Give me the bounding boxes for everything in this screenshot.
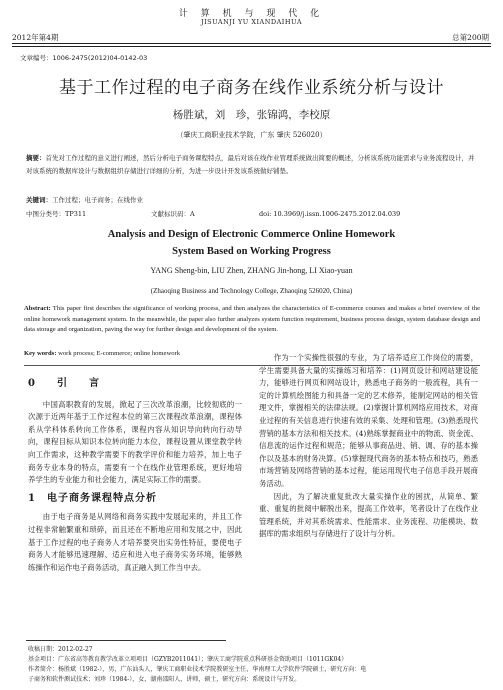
abstract-cn [26, 152, 478, 178]
footnote-bio-line1: 作者简介：杨胜斌（1982-），男，广东汕头人，肇庆工商职业技术学院教研室主任，华南理工大学软件学院硕士，研究方向：电 [28, 666, 367, 673]
right-paragraph-1: 作为一个实操性很强的专业，为了培养适应工作岗位的需要，学生需要具备大量的实操练习和培养：(1)网页设计和网站建设能力，能够进行网页和网站设计，熟悉电子商务的一般流程，具有一定的计算机绘图能力和具备一定的艺术修养，能制定网站的相关管理文件，掌握相关的法律法规。(2)掌握计算机网络应用技术，对商业过程的有关信息进行快速有效的采集、处理和管理。(3)熟悉现代营销的基本方法和相关技术。(4)熟练掌握商业中的物流、资金流、信息流的运作过程和规范；能够从事商品进、销、调、存的基本操作以及基本的财务决算。(5)掌握现代商务的基本特点和技巧，熟悉市场营销及网络营销的基本过程，能运用现代电子信息手段开展商务活动。 [259, 353, 478, 488]
authors-en: YANG Sheng-bin, LIU Zhen, ZHANG Jin-hong, LI Xiao-yuan [150, 266, 353, 275]
footnote-bio-line2: 子商务和软件测试技术；刘珍（1984-），女，湖南邵阳人，讲师，硕士，研究方向：系统设计与开发。 [28, 676, 301, 683]
footnote-received: 收稿日期：2012-02-27 [28, 646, 93, 653]
keywords-en [24, 350, 180, 357]
article-number: 文章编号：1006-2475(2012)04-0142-03 [20, 54, 148, 62]
abstract-en-text: This paper first describes the significance of working process, and then analyzes the characteristics of E-commerce courses and makes a brief overview of the online homework management system. In the meanwhile, the paper also further analyzes system function requirement, business process design, system database design and data storage and organization, paving the way for further design and development of the system. [24, 305, 481, 333]
left-column [28, 378, 242, 574]
abstract-cn-text: 首先对工作过程的意义进行阐述，然后分析电子商务课程特点，最后对该在线作业管理系统做出简要的概述，分析该系统功能需求与业务流程设计，并对该系统的数据库设计与数据组织存储进行详细的分析，为进一步设计开发该系统做好铺垫。 [26, 154, 475, 175]
authors-cn: 杨胜斌，刘 珍，张锦鸿，李校原 [172, 109, 331, 121]
classification-meta [26, 209, 486, 218]
document-code: 文献标识码：A [151, 210, 195, 218]
section-0-paragraph: 中国高职教育的发展，掀起了三次改革浪潮，比较彻底的一次源于近两年基于工作过程本位的第三次课程改革浪潮，课程体系从学科体系转向工作体系，课程内容从知识导向转向行动导向，课程目标从知识本位转向能力本位，课程设置从课堂教学转向工作需求，这种教学需要下的教学评价和能力培养，加上电子商务专业本身的特点，需要有一个在线作业管理系统，更好地培养学生的专业能力和社会能力，满足实际工作的需要。 [28, 399, 242, 485]
affiliation-en: (Zhaoqing Business and Technology College, Zhaoqing 526020, China) [150, 287, 353, 295]
abstract-en [24, 304, 480, 336]
footnote-fund: 基金项目：广东省高等教育教学改革立项项目（GZYB2011041）；肇庆工商学院重点科研基金资助项目（1011GK04） [28, 656, 348, 663]
keywords-en-label: Key words: [24, 350, 57, 357]
issue-label: 2012年第4期 [12, 33, 59, 42]
clc-number: 中图分类号：TP311 [26, 210, 87, 218]
journal-title-en: JISUANJI YU XIANDAIHUA [200, 18, 303, 26]
title-en-line1: Analysis and Design of Electronic Commerce Online Homework [107, 229, 396, 240]
section-1-paragraph: 由于电子商务是从网络和商务实践中发展起来的，并且工作过程非常触繁重和琐碎，而且还在不断地应用和发展之中，因此基于工作过程的电子商务人才培养要突出实务性特征，要使电子商务人才能够迅速理解、适应和进入电子商务实务环境，能够熟练操作和运作电子商务活动，真正融入到工作当中去。 [28, 512, 242, 572]
abstract-cn-label: 摘要： [26, 154, 46, 162]
keywords-cn-text: 工作过程；电子商务；在线作业 [52, 196, 143, 204]
total-issue-label: 总第200期 [452, 33, 489, 42]
right-paragraph-2: 因此，为了解决重复批改大量实操作业的困扰，从简单、繁重、重复的批阅中解脱出来，提高工作效率，笔者设计了在线作业管理系统，并对其系统需求、性能需求、业务流程、功能模块、数据库的需求组织与存储进行了设计与分析。 [259, 491, 478, 539]
abstract-en-label: Abstract: [24, 305, 51, 312]
section-0-heading: 0 引 言 [28, 378, 105, 389]
keywords-cn [26, 195, 143, 204]
keywords-cn-label: 关键词： [26, 196, 52, 204]
journal-title-cn: 计 算 机 与 现 代 化 [178, 9, 325, 19]
doi: doi: 10.3969/j.issn.1006-2475.2012.04.039 [259, 210, 401, 218]
header-rule-thin [12, 46, 491, 47]
header-rule-thick [12, 43, 491, 44]
footnote-rule [26, 640, 226, 641]
title-en-line2: System Based on Working Progress [172, 246, 331, 257]
keywords-en-text: work process; E-commerce; online homework [58, 350, 181, 357]
paper-title-en [0, 226, 503, 260]
affiliation-cn: （肇庆工商职业技术学院，广东 肇庆 526020） [176, 131, 327, 139]
paper-title-cn: 基于工作过程的电子商务在线作业系统分析与设计 [59, 78, 444, 98]
right-column [259, 352, 478, 541]
footnotes [28, 645, 488, 685]
section-1-heading: 1 电子商务课程特点分析 [28, 492, 157, 504]
